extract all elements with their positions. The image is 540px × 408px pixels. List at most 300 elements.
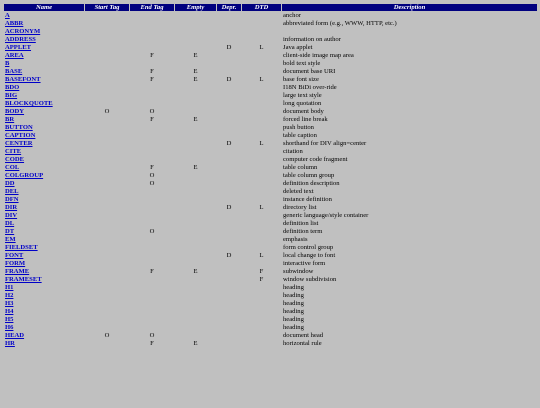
element-name-cell <box>4 308 84 315</box>
depr-cell <box>217 108 241 115</box>
description-cell: heading <box>282 300 537 307</box>
element-name-cell <box>4 204 84 211</box>
element-name-cell <box>4 252 84 259</box>
description-cell: document base URI <box>282 68 537 75</box>
empty-cell <box>175 236 216 243</box>
table-row <box>4 36 537 43</box>
dtd-cell <box>242 188 281 195</box>
element-name-cell <box>4 292 84 299</box>
start-tag-cell <box>85 124 129 131</box>
element-name-link[interactable]: DFN <box>5 196 19 203</box>
dtd-cell <box>242 148 281 155</box>
dtd-cell <box>242 100 281 107</box>
start-tag-cell <box>85 236 129 243</box>
end-tag-cell: O <box>130 180 174 187</box>
depr-cell <box>217 196 241 203</box>
element-name-link[interactable]: DT <box>5 228 15 235</box>
end-tag-cell <box>130 132 174 139</box>
table-row <box>4 68 537 75</box>
element-name-link[interactable]: HEAD <box>5 332 25 339</box>
description-cell: heading <box>282 308 537 315</box>
table-row <box>4 308 537 315</box>
empty-cell: E <box>175 164 216 171</box>
end-tag-cell <box>130 276 174 283</box>
empty-cell <box>175 148 216 155</box>
dtd-cell <box>242 332 281 339</box>
element-name-cell <box>4 244 84 251</box>
element-name-cell <box>4 12 84 19</box>
description-cell: abbreviated form (e.g., WWW, HTTP, etc.) <box>282 20 537 27</box>
empty-cell: E <box>175 340 216 347</box>
start-tag-cell <box>85 204 129 211</box>
element-name-cell <box>4 188 84 195</box>
empty-cell <box>175 132 216 139</box>
end-tag-cell <box>130 36 174 43</box>
depr-cell <box>217 84 241 91</box>
element-name-cell <box>4 236 84 243</box>
end-tag-cell <box>130 20 174 27</box>
start-tag-cell <box>85 212 129 219</box>
empty-cell <box>175 196 216 203</box>
element-name-link[interactable]: DIV <box>5 212 18 219</box>
element-name-cell <box>4 108 84 115</box>
description-cell: deleted text <box>282 188 537 195</box>
table-row <box>4 260 537 267</box>
element-name-cell <box>4 116 84 123</box>
description-cell: interactive form <box>282 260 537 267</box>
description-cell: I18N BiDi over-ride <box>282 84 537 91</box>
table-row <box>4 268 537 275</box>
depr-cell <box>217 316 241 323</box>
element-name-link[interactable]: DL <box>5 220 15 227</box>
element-name-link[interactable]: ACRONYM <box>5 28 41 35</box>
description-cell: large text style <box>282 92 537 99</box>
depr-cell <box>217 180 241 187</box>
start-tag-cell <box>85 100 129 107</box>
depr-cell <box>217 324 241 331</box>
start-tag-cell <box>85 268 129 275</box>
start-tag-cell <box>85 324 129 331</box>
start-tag-cell <box>85 156 129 163</box>
table-row <box>4 132 537 139</box>
description-cell: heading <box>282 316 537 323</box>
dtd-cell <box>242 308 281 315</box>
start-tag-cell <box>85 244 129 251</box>
empty-cell <box>175 228 216 235</box>
start-tag-cell: O <box>85 332 129 339</box>
depr-cell <box>217 284 241 291</box>
end-tag-cell <box>130 252 174 259</box>
element-name-cell <box>4 180 84 187</box>
dtd-cell <box>242 108 281 115</box>
dtd-cell <box>242 36 281 43</box>
start-tag-cell <box>85 340 129 347</box>
element-name-cell <box>4 228 84 235</box>
element-name-cell <box>4 332 84 339</box>
table-row <box>4 84 537 91</box>
table-row <box>4 100 537 107</box>
table-row <box>4 188 537 195</box>
empty-cell <box>175 188 216 195</box>
element-name-link[interactable]: BUTTON <box>5 124 33 131</box>
dtd-cell <box>242 300 281 307</box>
description-cell: definition description <box>282 180 537 187</box>
end-tag-cell: O <box>130 172 174 179</box>
description-cell: instance definition <box>282 196 537 203</box>
description-cell: client-side image map area <box>282 52 537 59</box>
element-name-cell <box>4 68 84 75</box>
depr-cell <box>217 188 241 195</box>
dtd-cell <box>242 116 281 123</box>
empty-cell <box>175 284 216 291</box>
element-name-cell <box>4 92 84 99</box>
element-name-link[interactable]: BASEFONT <box>5 76 41 83</box>
empty-cell <box>175 20 216 27</box>
description-cell: table column <box>282 164 537 171</box>
end-tag-cell <box>130 60 174 67</box>
element-name-cell <box>4 124 84 131</box>
empty-cell <box>175 172 216 179</box>
element-name-cell <box>4 268 84 275</box>
element-name-cell <box>4 76 84 83</box>
depr-cell <box>217 100 241 107</box>
description-cell: definition term <box>282 228 537 235</box>
depr-cell: D <box>217 76 241 83</box>
empty-cell <box>175 204 216 211</box>
dtd-cell <box>242 260 281 267</box>
start-tag-cell <box>85 148 129 155</box>
start-tag-cell <box>85 292 129 299</box>
end-tag-cell <box>130 212 174 219</box>
dtd-cell <box>242 292 281 299</box>
depr-cell <box>217 340 241 347</box>
end-tag-cell <box>130 196 174 203</box>
element-name-link[interactable]: A <box>5 12 10 19</box>
start-tag-cell <box>85 132 129 139</box>
element-name-cell <box>4 196 84 203</box>
dtd-cell <box>242 60 281 67</box>
element-name-cell <box>4 284 84 291</box>
depr-cell <box>217 132 241 139</box>
end-tag-cell: F <box>130 164 174 171</box>
start-tag-cell <box>85 180 129 187</box>
depr-cell: D <box>217 140 241 147</box>
table-row <box>4 204 537 211</box>
start-tag-cell <box>85 44 129 51</box>
element-name-cell <box>4 340 84 347</box>
element-name-cell <box>4 52 84 59</box>
table-row <box>4 116 537 123</box>
element-name-link[interactable]: CAPTION <box>5 132 36 139</box>
end-tag-cell <box>130 100 174 107</box>
element-name-link[interactable]: CODE <box>5 156 25 163</box>
start-tag-cell <box>85 172 129 179</box>
dtd-cell <box>242 92 281 99</box>
dtd-cell <box>242 52 281 59</box>
dtd-cell <box>242 324 281 331</box>
element-name-link[interactable]: H3 <box>5 300 14 307</box>
depr-cell <box>217 308 241 315</box>
description-cell: Java applet <box>282 44 537 51</box>
element-name-cell <box>4 220 84 227</box>
element-name-link[interactable]: FRAME <box>5 268 30 275</box>
element-name-link[interactable]: BLOCKQUOTE <box>5 100 53 107</box>
table-row <box>4 276 537 283</box>
element-name-link[interactable]: H6 <box>5 324 14 331</box>
depr-cell <box>217 164 241 171</box>
start-tag-cell <box>85 36 129 43</box>
description-cell: window subdivision <box>282 276 537 283</box>
dtd-cell <box>242 68 281 75</box>
end-tag-cell <box>130 220 174 227</box>
description-cell: heading <box>282 324 537 331</box>
element-name-link[interactable]: BR <box>5 116 15 123</box>
element-name-link[interactable]: ADDRESS <box>5 36 36 43</box>
end-tag-cell <box>130 324 174 331</box>
element-name-link[interactable]: HR <box>5 340 15 347</box>
empty-cell <box>175 60 216 67</box>
element-name-cell <box>4 36 84 43</box>
end-tag-cell: O <box>130 108 174 115</box>
depr-cell <box>217 92 241 99</box>
empty-cell <box>175 300 216 307</box>
depr-cell <box>217 236 241 243</box>
description-cell: table column group <box>282 172 537 179</box>
element-name-link[interactable]: CITE <box>5 148 22 155</box>
table-row <box>4 124 537 131</box>
end-tag-cell: F <box>130 340 174 347</box>
description-cell: forced line break <box>282 116 537 123</box>
empty-cell <box>175 12 216 19</box>
element-name-link[interactable]: COL <box>5 164 20 171</box>
depr-cell <box>217 276 241 283</box>
end-tag-cell: F <box>130 52 174 59</box>
depr-cell <box>217 220 241 227</box>
column-header-description: Description <box>282 4 537 11</box>
element-name-link[interactable]: H4 <box>5 308 14 315</box>
description-cell: base font size <box>282 76 537 83</box>
element-name-link[interactable]: EM <box>5 236 16 243</box>
start-tag-cell <box>85 28 129 35</box>
element-name-link[interactable]: CENTER <box>5 140 33 147</box>
table-row <box>4 148 537 155</box>
end-tag-cell <box>130 260 174 267</box>
dtd-cell <box>242 132 281 139</box>
start-tag-cell <box>85 284 129 291</box>
element-name-cell <box>4 324 84 331</box>
dtd-cell <box>242 284 281 291</box>
depr-cell <box>217 20 241 27</box>
description-cell: table caption <box>282 132 537 139</box>
element-name-link[interactable]: DD <box>5 180 15 187</box>
element-name-cell <box>4 276 84 283</box>
description-cell: directory list <box>282 204 537 211</box>
dtd-cell <box>242 316 281 323</box>
description-cell: computer code fragment <box>282 156 537 163</box>
end-tag-cell <box>130 44 174 51</box>
dtd-cell <box>242 124 281 131</box>
end-tag-cell <box>130 292 174 299</box>
element-name-cell <box>4 316 84 323</box>
depr-cell <box>217 268 241 275</box>
depr-cell <box>217 212 241 219</box>
element-name-link[interactable]: AREA <box>5 52 24 59</box>
dtd-cell <box>242 244 281 251</box>
depr-cell <box>217 52 241 59</box>
end-tag-cell: F <box>130 116 174 123</box>
element-name-link[interactable]: BIG <box>5 92 18 99</box>
table-row <box>4 164 537 171</box>
empty-cell <box>175 84 216 91</box>
end-tag-cell <box>130 204 174 211</box>
description-cell: push button <box>282 124 537 131</box>
table-row <box>4 300 537 307</box>
end-tag-cell <box>130 12 174 19</box>
empty-cell: E <box>175 76 216 83</box>
element-name-link[interactable]: FORM <box>5 260 26 267</box>
element-name-cell <box>4 164 84 171</box>
dtd-cell <box>242 340 281 347</box>
element-name-link[interactable]: B <box>5 60 10 67</box>
dtd-cell <box>242 156 281 163</box>
description-cell: long quotation <box>282 100 537 107</box>
start-tag-cell <box>85 140 129 147</box>
start-tag-cell <box>85 188 129 195</box>
table-row <box>4 332 537 339</box>
depr-cell <box>217 332 241 339</box>
depr-cell <box>217 28 241 35</box>
depr-cell: D <box>217 204 241 211</box>
element-name-link[interactable]: H1 <box>5 284 14 291</box>
elements-table <box>3 3 538 348</box>
start-tag-cell <box>85 276 129 283</box>
empty-cell <box>175 292 216 299</box>
description-cell: emphasis <box>282 236 537 243</box>
depr-cell <box>217 148 241 155</box>
start-tag-cell <box>85 76 129 83</box>
dtd-cell <box>242 220 281 227</box>
element-name-cell <box>4 156 84 163</box>
start-tag-cell <box>85 196 129 203</box>
element-name-link[interactable]: DIR <box>5 204 18 211</box>
empty-cell: E <box>175 116 216 123</box>
start-tag-cell <box>85 84 129 91</box>
dtd-cell <box>242 12 281 19</box>
empty-cell <box>175 100 216 107</box>
dtd-cell <box>242 180 281 187</box>
table-row <box>4 228 537 235</box>
description-cell: information on author <box>282 36 537 43</box>
table-row <box>4 316 537 323</box>
empty-cell <box>175 244 216 251</box>
element-name-cell <box>4 172 84 179</box>
end-tag-cell <box>130 244 174 251</box>
end-tag-cell <box>130 284 174 291</box>
description-cell: heading <box>282 292 537 299</box>
column-header-empty: Empty <box>175 4 216 11</box>
description-cell: subwindow <box>282 268 537 275</box>
dtd-cell <box>242 236 281 243</box>
empty-cell <box>175 156 216 163</box>
dtd-cell: L <box>242 140 281 147</box>
end-tag-cell <box>130 124 174 131</box>
column-header-end-tag: End Tag <box>130 4 174 11</box>
table-row <box>4 244 537 251</box>
element-name-link[interactable]: FIELDSET <box>5 244 38 251</box>
dtd-cell <box>242 164 281 171</box>
element-name-cell <box>4 140 84 147</box>
element-name-cell <box>4 100 84 107</box>
depr-cell <box>217 12 241 19</box>
depr-cell: D <box>217 252 241 259</box>
element-name-link[interactable]: BASE <box>5 68 23 75</box>
end-tag-cell: O <box>130 228 174 235</box>
element-name-link[interactable]: ABBR <box>5 20 24 27</box>
element-name-link[interactable]: FRAMESET <box>5 276 42 283</box>
element-name-link[interactable]: APPLET <box>5 44 32 51</box>
depr-cell <box>217 156 241 163</box>
depr-cell: D <box>217 44 241 51</box>
dtd-cell <box>242 172 281 179</box>
dtd-cell <box>242 228 281 235</box>
depr-cell <box>217 116 241 123</box>
end-tag-cell <box>130 140 174 147</box>
empty-cell <box>175 36 216 43</box>
element-name-link[interactable]: BODY <box>5 108 25 115</box>
element-name-link[interactable]: H2 <box>5 292 14 299</box>
start-tag-cell <box>85 252 129 259</box>
end-tag-cell <box>130 92 174 99</box>
description-cell: citation <box>282 148 537 155</box>
element-name-link[interactable]: BDO <box>5 84 20 91</box>
empty-cell <box>175 276 216 283</box>
dtd-cell <box>242 84 281 91</box>
empty-cell <box>175 324 216 331</box>
description-cell: anchor <box>282 12 537 19</box>
start-tag-cell <box>85 316 129 323</box>
start-tag-cell <box>85 12 129 19</box>
element-name-link[interactable]: COLGROUP <box>5 172 44 179</box>
start-tag-cell <box>85 116 129 123</box>
end-tag-cell: F <box>130 76 174 83</box>
element-name-cell <box>4 20 84 27</box>
table-row <box>4 252 537 259</box>
empty-cell <box>175 212 216 219</box>
table-row <box>4 140 537 147</box>
empty-cell <box>175 124 216 131</box>
table-row <box>4 28 537 35</box>
dtd-cell: L <box>242 252 281 259</box>
column-header-depr: Depr. <box>217 4 241 11</box>
end-tag-cell <box>130 84 174 91</box>
start-tag-cell <box>85 20 129 27</box>
empty-cell <box>175 28 216 35</box>
table-row <box>4 180 537 187</box>
end-tag-cell <box>130 148 174 155</box>
element-name-link[interactable]: H5 <box>5 316 14 323</box>
depr-cell <box>217 300 241 307</box>
end-tag-cell <box>130 236 174 243</box>
table-row <box>4 324 537 331</box>
element-name-link[interactable]: DEL <box>5 188 19 195</box>
column-header-name: Name <box>4 4 84 11</box>
table-row <box>4 236 537 243</box>
description-cell: document body <box>282 108 537 115</box>
element-name-link[interactable]: FONT <box>5 252 24 259</box>
empty-cell <box>175 252 216 259</box>
element-name-cell <box>4 60 84 67</box>
start-tag-cell <box>85 164 129 171</box>
